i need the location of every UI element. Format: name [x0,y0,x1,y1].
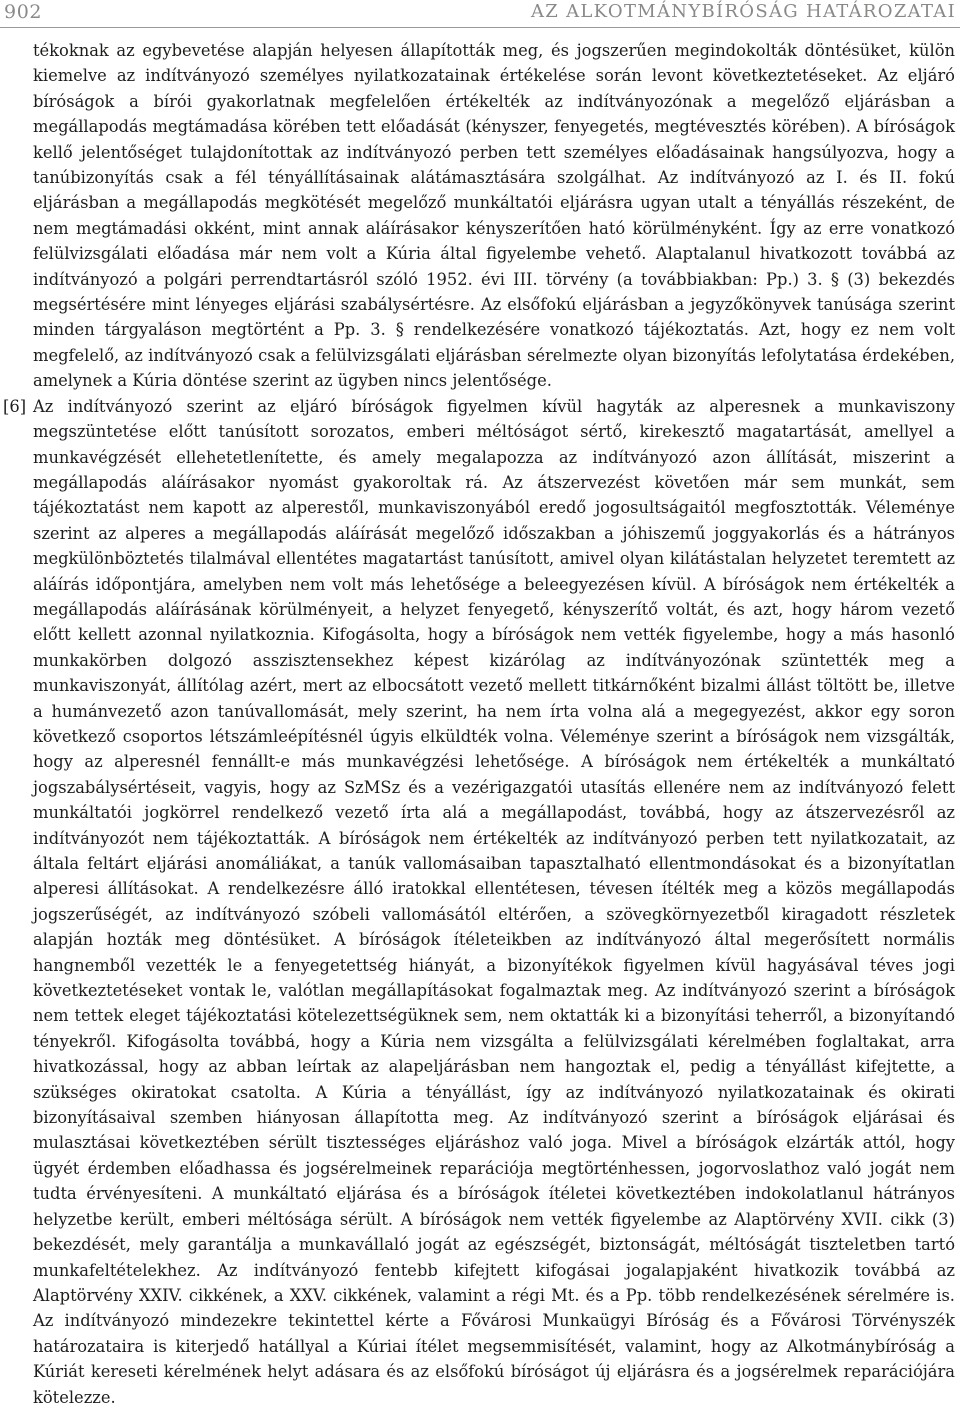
paragraph-text: tékoknak az egybevetése alapján helyesen állapították meg, és jogszerűen megindokolták döntésüket, külön kiemelve az indítványozó személyes nyilatkozatainak értékelése során levont következtetéseket. Az eljáró bíróságok a bírói gyakorlatnak megfelelően értékelték az indítványozónak a megelőző eljárásban a megállapodás megtámadása körében tett előadását (kényszer, fenyegetés, megtévesztés körében). A bíróságok kellő jelentőséget tulajdonítottak az indítványozó perben tett személyes előadásainak hangsúlyozva, hogy a tanúbizonyítás csak a fél tényállításainak alátámasztására szolgálhat. Az indítványozó az I. és II. fokú eljárásban a megállapodás megkötését megelőző munkáltatói eljárásra ugyan utalt a tényállás részeként, de nem megtámadási okként, mint annak aláírásakor kényszerítően ható körülményként. Így az erre vonatkozó felülvizsgálati előadása már nem volt a Kúria által figyelembe vehető. Alaptalanul hivatkozott továbbá az indítványozó a polgári perrendtartásról szóló 1952. évi III. törvény (a továbbiakban: Pp.) 3. § (3) bekezdés megsértésére mint lényeges eljárási szabálysértésre. Az elsőfokú eljárásban a jegyzőkönyvek tanúsága szerint minden tárgyaláson megtörtént a Pp. 3. § rendelkezésére vonatkozó tájékoztatás. Azt, hogy ez nem volt megfelelő, az indítványozó csak a felülvizsgálati eljárásban sérelmezte olyan bizonyítás lefolytatása érdekében, amelynek a Kúria döntése szerint az ügyben nincs jelentősége. [33,41,955,391]
page-number: 902 [4,1,43,23]
page-header [0,0,960,26]
paragraph-text: Az indítványozó szerint az eljáró bíróságok figyelmen kívül hagyták az alperesnek a munkaviszony megszüntetése előtt tanúsított sorozatos, emberi méltóságot sértő, kirekesztő magatartását, amellyel a munkavégzését ellehetetlenítette, és amely megalapozza az indítványozó azon állítását, miszerint a megállapodás aláírásakor nyomást gyakoroltak rá. Az átszervezést követően már sem munkát, sem tájékoztatást nem kapott az alperestől, munkaviszonyából eredő jogosultságaitól megfosztották. Véleménye szerint az alperes a megállapodás aláírását megelőző időszakban a jóhiszemű joggyakorlás és a hátrányos megkülönböztetés tilalmával ellentétes magatartást tanúsított, amivel olyan kilátástalan helyzetet teremtett az aláírás időpontjára, amelyben nem volt más lehetősége a beleegyezésen kívül. A bíróságok nem értékelték a megállapodás aláírásának körülményeit, a helyzet fenyegető, kényszerítő voltát, és azt, hogy három vezető előtt kellett azonnal nyilatkoznia. Kifogásolta, hogy a bíróságok nem vették figyelembe, hogy a más hasonló munkakörben dolgozó asszisztensekhez képest kizárólag az indítványozónak szüntették meg a munkaviszonyát, állítólag azért, mert az elbocsátott vezető mellett titkárnőként bizalmi állást töltött be, illetve a humánvezető azon tanúvallomását, mely szerint, ha nem írta volna alá a megegyezést, akkor egy soron következő csoportos létszámleépítésnél úgyis elküldték volna. Véleménye szerint a bíróságok nem vizsgálták, hogy az alperesnél fennállt-e más munkavégzési lehetősége. A bíróságok nem értékelték a munkáltató jogszabálysértéseit, vagyis, hogy az SzMSz és a vezérigazgatói utasítás ellenére nem az indítványozó felett munkáltatói jogkörrel rendelkező vezető írta alá a megállapodást, továbbá, hogy az átszervezésről az indítványozót nem tájékoztatták. A bíróságok nem értékelték az indítványozó perben tett nyilatkozatait, az általa feltárt eljárási anomáliákat, a tanúk vallomásaiban tapasztalható ellentmondásokat és a bizonyítatlan alperesi állításokat. A rendelkezésre álló iratokkal ellentétesen, tévesen ítélték meg a közös megállapodás jogszerűségét, az indítványozó szóbeli vallomásától eltérően, a szövegkörnyezetből kiragadott részletek alapján hozták meg döntésüket. A bíróságok ítéleteikben az indítványozó által megerősített normális hangnemből vezették le a fenyegetettség hiányát, a bizonyítékok figyelmen kívül hagyásával téves jogi következtetéseket vontak le, valótlan megállapításokat fogalmaztak meg. Az indítványozó szerint a bíróságok nem tettek eleget tájékoztatási kötelezettségüknek sem, nem oktatták ki a bizonyítási teherről, a bizonyítandó tényekről. Kifogásolta továbbá, hogy a Kúria nem vizsgálta a felülvizsgálati kérelmében foglaltakat, arra hivatkozással, hogy az abban leírtak az alapeljárásban nem hangoztak el, pedig a tényállást kifejtette, a szükséges okiratokat csatolta. A Kúria a tényállást, így az indítványozó nyilatkozatainak és okirati bizonyításaival szemben hiányosan állapította meg. Az indítványozó szerint a bíróságok eljárásai és mulasztásai következtében sérült tisztességes eljáráshoz való joga. Mivel a bíróságok elzárták attól, hogy ügyét érdemben előadhassa és jogsérelmeinek reparációja megtörténhessen, jogorvoslathoz való jogát nem tudta érvényesíteni. A munkáltató eljárása és a bíróságok ítéletei következtében indokolatlanul hátrányos helyzetbe került, emberi méltósága sérült. A bíróságok nem vették figyelembe az Alaptörvény XVII. cikk (3) bekezdését, mely garantálja a munkavállaló jogát az egészségét, biztonságát, méltóságát tiszteletben tartó munkafeltételekhez. Az indítványozó fentebb kifejtett kifogásai jogalapjaként hivatkozik továbbá az Alaptörvény XXIV. cikkének, a XXV. cikkének, valamint a régi Mt. és a Pp. több rendelkezésének sérelmére is. Az indítványozó mindezekre tekintettel kérte a Fővárosi Munkaügyi Bíróság és a Fővárosi Törvényszék határozataira is kiterjedő hatállyal a Kúriai ítélet megsemmisítését, valamint, hogy az Alkotmánybíróság a Kúriát kereseti kérelmének helyt adásara és az elsőfokú bíróságot új eljárásra és a jogsérelmek reparációjára kötelezze. [33,396,955,1407]
paragraph-number: [6] [3,396,27,416]
running-title: AZ ALKOTMÁNYBÍRÓSÁG HATÁROZATAI [530,1,956,22]
header-rule [0,27,960,28]
document-body [3,38,955,1410]
paragraph-6 [3,394,955,1410]
paragraph-continuation [33,38,955,394]
